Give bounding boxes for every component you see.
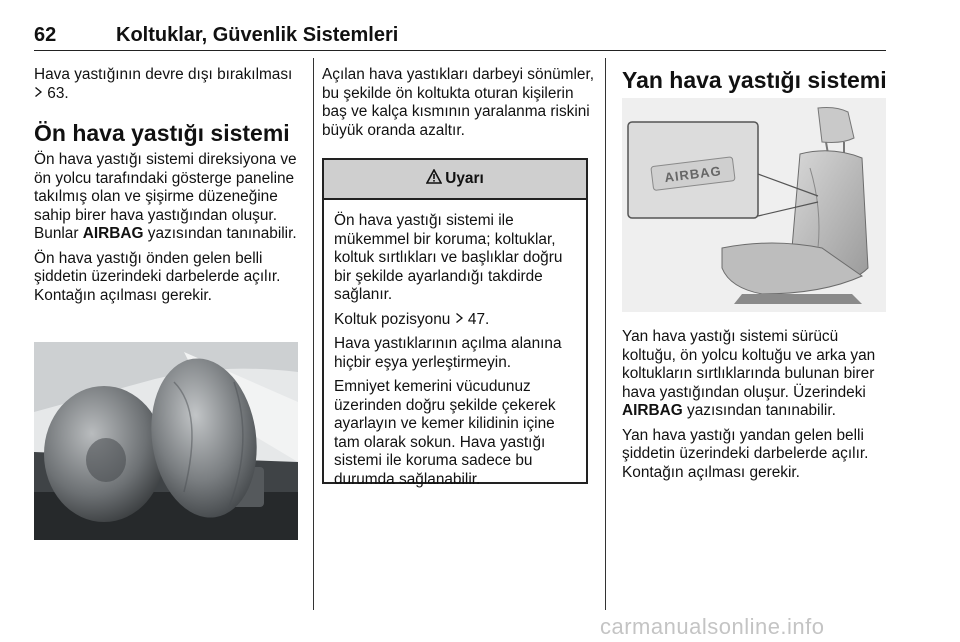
- front-airbag-paragraph: Ön hava yastığı sistemi direksiyona ve ön yolcu tarafındaki gösterge paneline takılmış olan ve şişirme düzeneğine sahip birer hava yastığından oluşur. Bunlar AIRBAG yazısından tanınabilir.: [34, 151, 297, 242]
- chapter-title: Koltuklar, Güvenlik Sistemleri: [116, 24, 399, 46]
- airbag-term: AIRBAG: [82, 225, 144, 242]
- deployed-airbag-paragraph: Açılan hava yastıkları darbeyi sönümler, bu şekilde ön koltukta oturan kişilerin baş ve kalça kısmının yaralanma riskini büyük oranda azaltır.: [322, 66, 595, 139]
- watermark: carmanualsonline.info: [600, 614, 825, 639]
- front-airbag-image: [34, 342, 298, 540]
- page-reference-icon: [455, 311, 464, 328]
- side-airbag-image: [622, 98, 886, 312]
- warning-paragraph: Hava yastıklarının açılma alanına hiçbir eşya yerleştirmeyin.: [334, 335, 562, 371]
- side-airbag-paragraph: Yan hava yastığı sistemi sürücü koltuğu, ön yolcu koltuğu ve arka yan koltukların sırtlıklarında bulunan birer hava yastığından oluşur. Üzerindeki AIRBAG yazısından tanınabilir.: [622, 328, 876, 419]
- column-3-body: [622, 328, 890, 488]
- column-divider: [313, 58, 314, 610]
- page-number: 62: [34, 24, 57, 46]
- warning-triangle-icon: [426, 169, 445, 189]
- intro-paragraph: Hava yastığının devre dışı bırakılması 63.: [34, 66, 293, 102]
- front-airbag-heading: Ön hava yastığı sistemi: [34, 120, 290, 146]
- warning-paragraph: Emniyet kemerini vücudunuz üzerinden doğru şekilde çekerek ayarlayın ve kemer kilidinin içine tam olarak sokun. Hava yastığı sistemi ile koruma sadece bu durumda sağlanabilir.: [334, 378, 556, 488]
- warning-header: [324, 160, 586, 200]
- side-airbag-deploy-paragraph: Yan hava yastığı yandan gelen belli şiddetin üzerindeki darbelerde açılır. Kontağın açılması gerekir.: [622, 426, 869, 481]
- airbag-term: AIRBAG: [622, 402, 683, 419]
- header-rule: [34, 50, 886, 51]
- page-reference[interactable]: 63.: [47, 84, 69, 102]
- page-reference[interactable]: 47.: [467, 310, 490, 328]
- front-airbag-deploy-paragraph: Ön hava yastığı önden gelen belli şiddetin üzerindeki darbelerde açılır. Kontağın açılması gerekir.: [34, 249, 281, 304]
- warning-box: [322, 158, 588, 488]
- side-airbag-heading: Yan hava yastığı sistemi: [622, 67, 887, 93]
- airbag-label: AIRBAG: [663, 163, 723, 186]
- column-3: [622, 66, 888, 94]
- page-reference-icon: [34, 85, 43, 102]
- column-divider: [605, 58, 606, 610]
- warning-body: [324, 200, 586, 489]
- warning-paragraph: Koltuk pozisyonu 47.: [334, 310, 490, 328]
- column-2: [322, 66, 596, 146]
- warning-title: Uyarı: [445, 170, 484, 187]
- page-header: [34, 14, 886, 50]
- warning-paragraph: Ön hava yastığı sistemi ile mükemmel bir koruma; koltuklar, koltuk sırtlıkları ve başlıklar doğru bir şekilde ayarlandığı takdirde sağlanır.: [334, 212, 563, 303]
- column-1: [34, 66, 304, 311]
